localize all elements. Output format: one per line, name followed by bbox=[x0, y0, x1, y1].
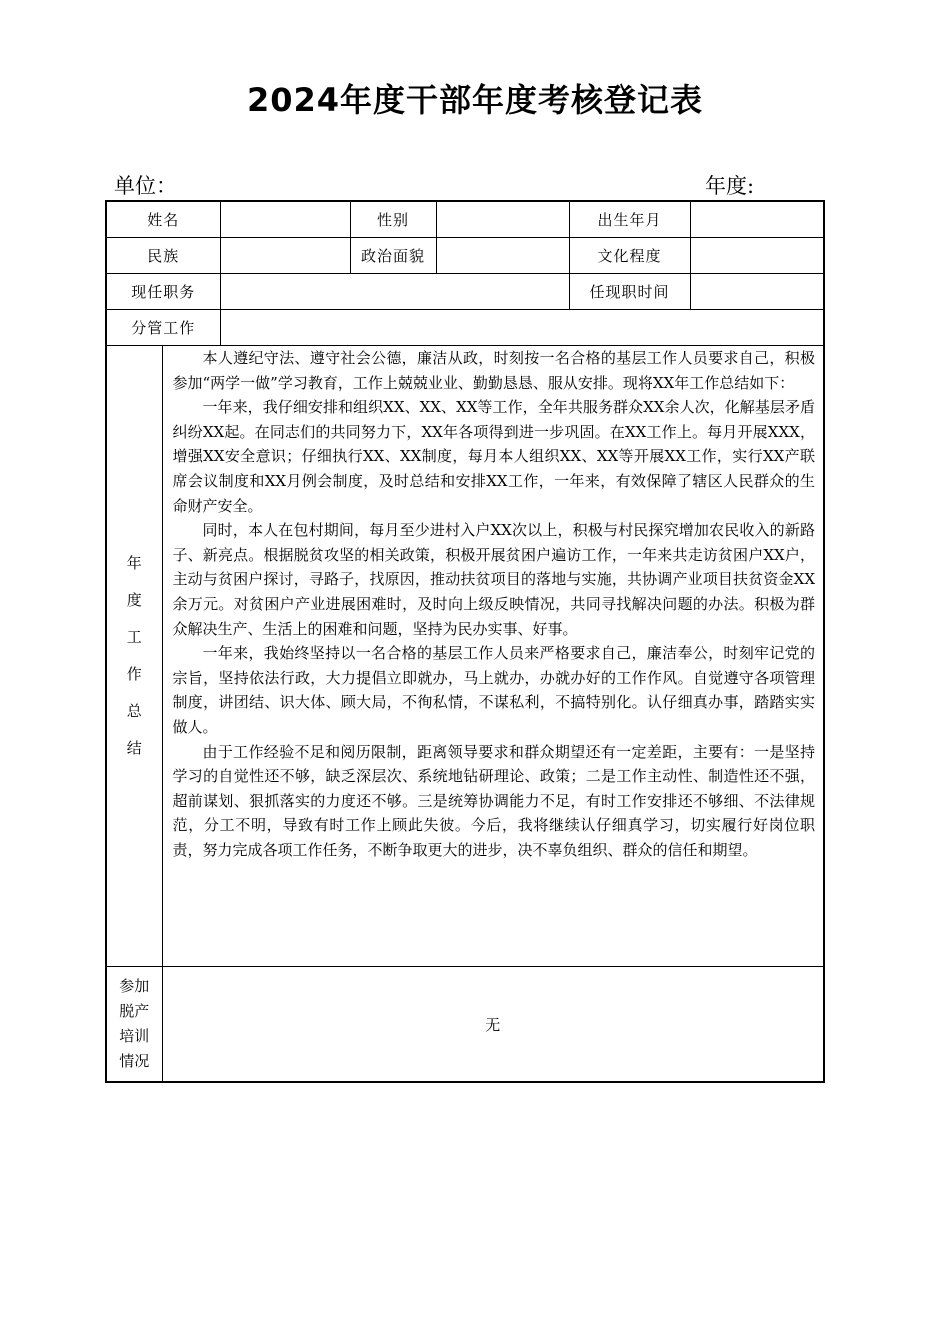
name-label: 姓名 bbox=[106, 201, 220, 238]
year-label: 年度: bbox=[705, 174, 755, 198]
unit-label: 单位： bbox=[114, 174, 177, 198]
position-field[interactable] bbox=[220, 274, 569, 310]
row-basic-2 bbox=[106, 238, 824, 274]
training-label-line: 培训 bbox=[119, 1027, 150, 1045]
political-field[interactable] bbox=[436, 238, 569, 274]
summary-label-char: 总 bbox=[126, 702, 142, 720]
duties-label: 分管工作 bbox=[106, 310, 220, 346]
gender-field[interactable] bbox=[436, 201, 569, 238]
summary-paragraph: 同时，本人在包村期间，每月至少进村入户XX次以上，积极与村民探究增加农民收入的新路子、新亮点。根据脱贫攻坚的相关政策，积极开展贫困户遍访工作，一年来共走访贫困户XX户，主动与贫困户探讨，寻路子，找原因，推动扶贫项目的落地与实施，共协调产业项目扶贫资金XX余万元。对贫困户产业进展困难时，及时向上级反映情况，共同寻找解决问题的办法。积极为群众解决生产、生活上的困难和问题，坚持为民办实事、好事。 bbox=[172, 521, 816, 638]
gender-label: 性别 bbox=[350, 201, 436, 238]
summary-paragraph: 一年来，我始终坚持以一名合格的基层工作人员来严格要求自己，廉洁奉公，时刻牢记党的宗旨，坚持依法行政，大力提倡立即就办，马上就办，办就办好的工作作风。自觉遵守各项管理制度，讲团结、识大体、顾大局，不徇私情，不谋私利，不搞特别化。认仔细真办事，踏踏实实做人。 bbox=[172, 644, 816, 736]
training-label bbox=[106, 967, 162, 1083]
summary-label-char: 作 bbox=[126, 665, 142, 683]
summary-label-char: 度 bbox=[126, 591, 142, 609]
ethnicity-field[interactable] bbox=[220, 238, 350, 274]
tenure-field[interactable] bbox=[690, 274, 824, 310]
training-value[interactable]: 无 bbox=[162, 967, 824, 1083]
ethnicity-label: 民族 bbox=[106, 238, 220, 274]
summary-paragraph: 由于工作经验不足和阅历限制，距离领导要求和群众期望还有一定差距，主要有：一是坚持学习的自觉性还不够，缺乏深层次、系统地钻研理论、政策；二是工作主动性、制造性还不强，超前谋划、狠抓落实的力度还不够。三是统筹协调能力不足，有时工作安排还不够细、不法律规范，分工不明，导致有时工作上顾此失彼。今后，我将继续认仔细真学习，切实履行好岗位职责，努力完成各项工作任务，不断争取更大的进步，决不辜负组织、群众的信任和期望。 bbox=[172, 742, 816, 859]
summary-content[interactable] bbox=[162, 346, 824, 967]
row-position bbox=[106, 274, 824, 310]
row-basic-1 bbox=[106, 201, 824, 238]
page-title: 2024年度干部年度考核登记表 bbox=[246, 81, 704, 119]
duties-field[interactable] bbox=[220, 310, 824, 346]
position-label: 现任职务 bbox=[106, 274, 220, 310]
tenure-label: 任现职时间 bbox=[569, 274, 690, 310]
education-field[interactable] bbox=[690, 238, 824, 274]
summary-label-char: 年 bbox=[126, 554, 142, 572]
training-label-line: 脱产 bbox=[119, 1002, 150, 1020]
summary-label bbox=[106, 346, 162, 967]
summary-paragraph: 一年来，我仔细安排和组织XX、XX、XX等工作，全年共服务群众XX余人次，化解基层矛盾纠纷XX起。在同志们的共同努力下，XX年各项得到进一步巩固。在XX工作上。每月开展XXX，增强XX安全意识；仔细执行XX、XX制度，每月本人组织XX、XX等开展XX工作，实行XX产联席会议制度和XX月例会制度，及时总结和安排XX工作，一年来，有效保障了辖区人民群众的生命财产安全。 bbox=[172, 398, 816, 515]
name-field[interactable] bbox=[220, 201, 350, 238]
birth-label: 出生年月 bbox=[569, 201, 690, 238]
training-label-line: 情况 bbox=[119, 1052, 150, 1070]
summary-paragraph: 本人遵纪守法、遵守社会公德，廉洁从政，时刻按一名合格的基层工作人员要求自己，积极参加“两学一做”学习教育，工作上兢兢业业、勤勤恳恳、服从安排。现将XX年工作总结如下： bbox=[172, 349, 816, 392]
birth-field[interactable] bbox=[690, 201, 824, 238]
training-label-line: 参加 bbox=[119, 977, 150, 995]
registration-form-table bbox=[105, 200, 825, 1083]
row-summary bbox=[106, 346, 824, 967]
political-label: 政治面貌 bbox=[350, 238, 436, 274]
row-duties bbox=[106, 310, 824, 346]
summary-label-char: 结 bbox=[126, 739, 142, 757]
education-label: 文化程度 bbox=[569, 238, 690, 274]
summary-label-char: 工 bbox=[126, 628, 142, 646]
row-training bbox=[106, 967, 824, 1083]
